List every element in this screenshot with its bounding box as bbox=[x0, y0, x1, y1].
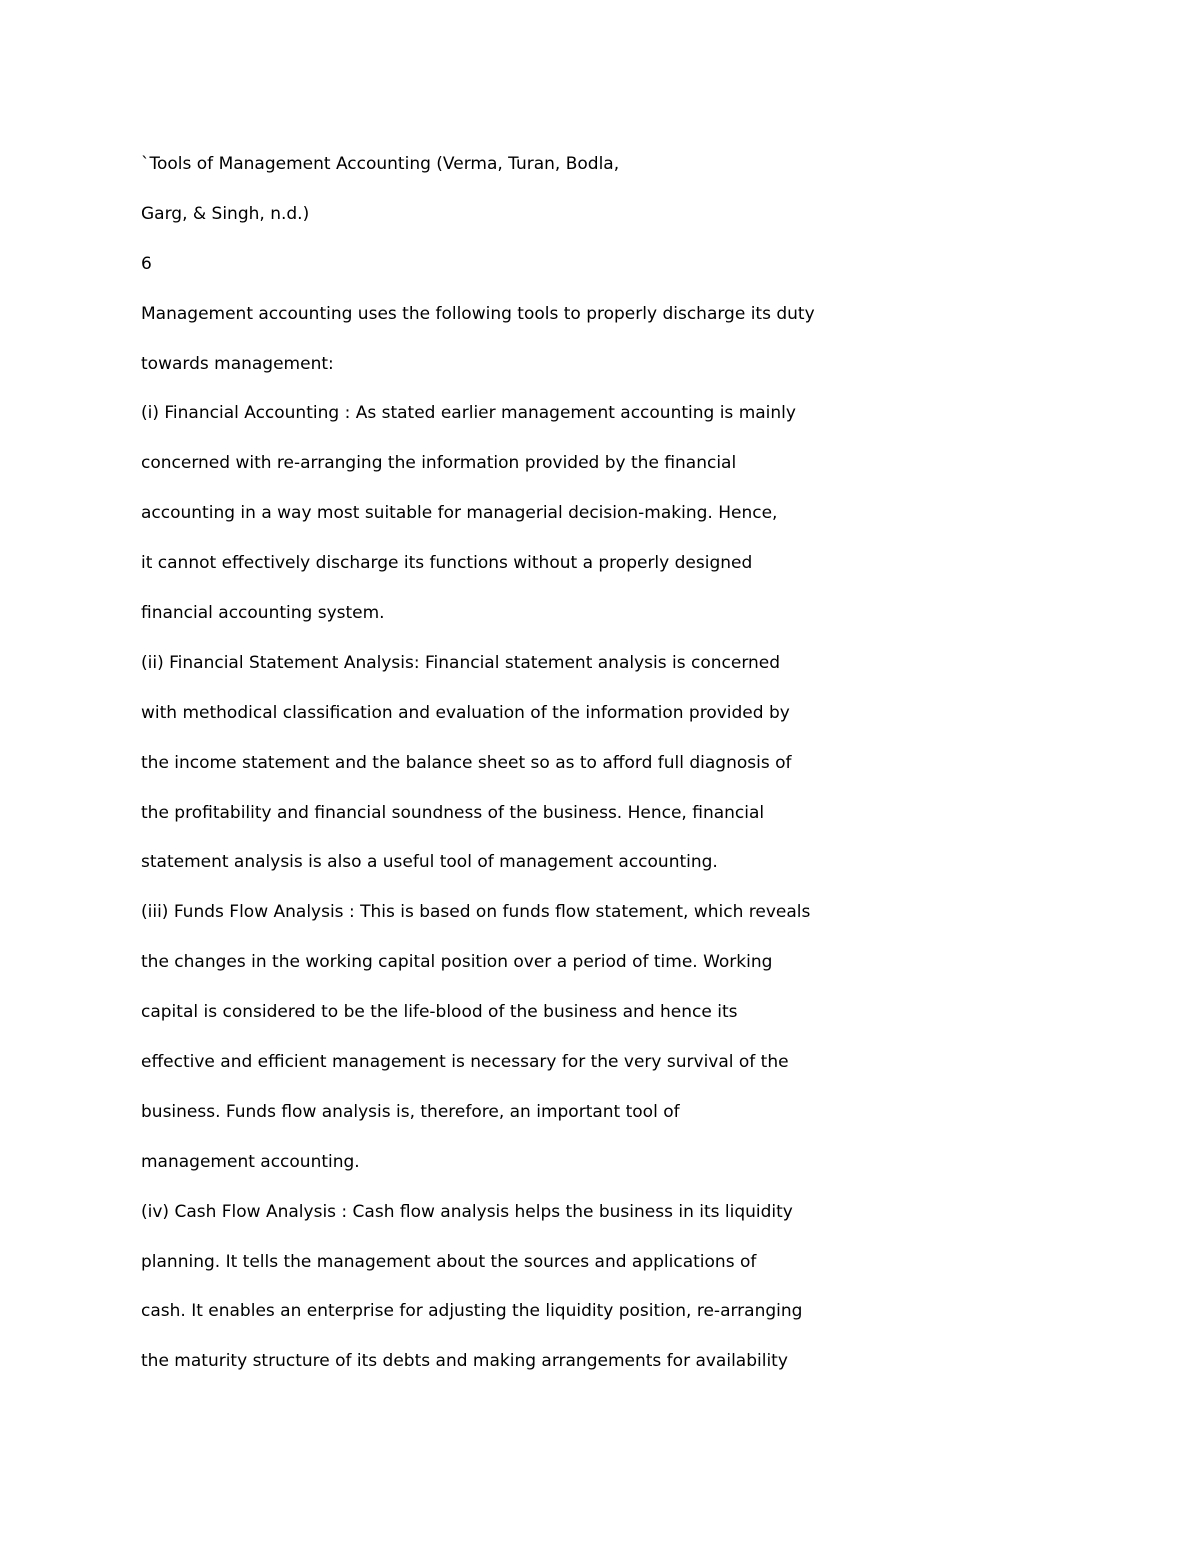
statement-analysis-line-1: (ii) Financial Statement Analysis: Financial statement analysis is concerned bbox=[141, 652, 781, 673]
financial-accounting-line-1: (i) Financial Accounting : As stated earlier management accounting is mainly bbox=[141, 403, 796, 424]
funds-flow-line-1: (iii) Funds Flow Analysis : This is based on funds flow statement, which reveals bbox=[141, 902, 811, 923]
funds-flow-line-2: the changes in the working capital position over a period of time. Working bbox=[141, 952, 773, 973]
funds-flow-line-4: effective and efficient management is necessary for the very survival of the bbox=[141, 1052, 789, 1073]
title-line-2: Garg, & Singh, n.d.) bbox=[141, 203, 310, 224]
intro-line-1: Management accounting uses the following tools to properly discharge its duty bbox=[141, 303, 815, 324]
intro-line-2: towards management: bbox=[141, 353, 334, 374]
financial-accounting-line-4: it cannot effectively discharge its functions without a properly designed bbox=[141, 553, 753, 574]
funds-flow-line-5: business. Funds flow analysis is, therefore, an important tool of bbox=[141, 1101, 680, 1122]
cash-flow-line-4: the maturity structure of its debts and making arrangements for availability bbox=[141, 1351, 788, 1372]
statement-analysis-line-5: statement analysis is also a useful tool of management accounting. bbox=[141, 852, 718, 873]
cash-flow-line-2: planning. It tells the management about the sources and applications of bbox=[141, 1251, 757, 1272]
statement-analysis-line-4: the profitability and financial soundness of the business. Hence, financial bbox=[141, 802, 765, 823]
cash-flow-line-1: (iv) Cash Flow Analysis : Cash flow analysis helps the business in its liquidity bbox=[141, 1201, 793, 1222]
cash-flow-line-3: cash. It enables an enterprise for adjusting the liquidity position, re-arranging bbox=[141, 1301, 803, 1322]
financial-accounting-line-5: financial accounting system. bbox=[141, 603, 385, 624]
statement-analysis-line-2: with methodical classification and evaluation of the information provided by bbox=[141, 702, 790, 723]
title-line-1: `Tools of Management Accounting (Verma, Turan, Bodla, bbox=[141, 154, 620, 174]
document-body bbox=[141, 140, 901, 1387]
financial-accounting-line-2: concerned with re-arranging the information provided by the financial bbox=[141, 453, 737, 474]
funds-flow-line-6: management accounting. bbox=[141, 1151, 360, 1172]
statement-analysis-line-3: the income statement and the balance sheet so as to afford full diagnosis of bbox=[141, 752, 792, 773]
page-number: 6 bbox=[141, 253, 152, 274]
financial-accounting-line-3: accounting in a way most suitable for managerial decision-making. Hence, bbox=[141, 503, 778, 524]
funds-flow-line-3: capital is considered to be the life-blood of the business and hence its bbox=[141, 1002, 738, 1023]
